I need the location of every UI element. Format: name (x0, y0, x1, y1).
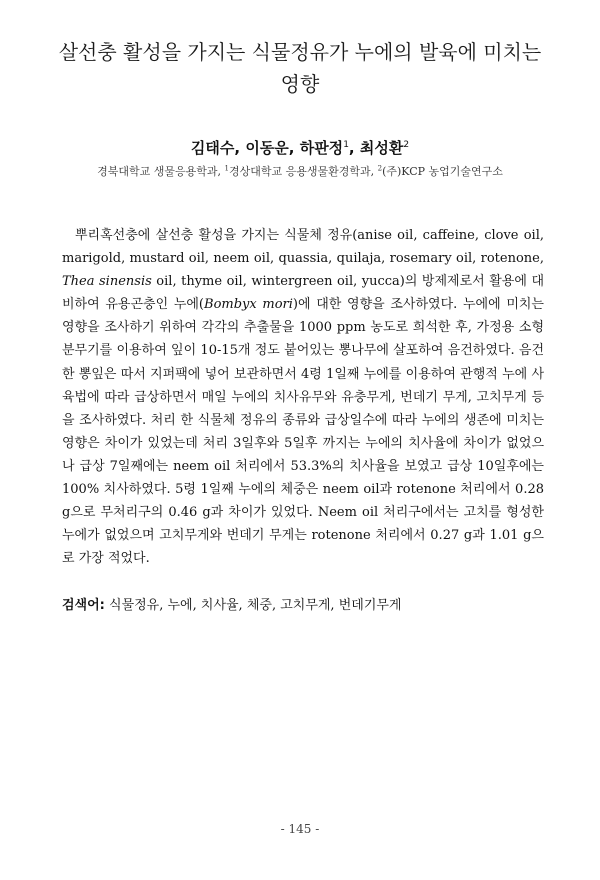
author-list (30, 137, 570, 158)
author-names-1: 김태수, 이동운, 하판정 (190, 139, 344, 157)
affiliation-2: 경상대학교 응용생물환경학과, (228, 165, 378, 178)
keywords-label: 검색어: (62, 598, 105, 613)
title-line-1: 살선충 활성을 가지는 식물정유가 누에의 발육에 미치는 (58, 40, 542, 64)
title-line-2: 영향 (280, 72, 320, 96)
scientific-name-bombyx: Bombyx mori (204, 297, 293, 313)
scientific-name-thea: Thea sinensis (62, 274, 152, 290)
affiliation-1: 경북대학교 생물응용학과, (97, 165, 225, 178)
paper-title (40, 36, 560, 100)
author-affiliation-mark-1: 1 (343, 140, 349, 150)
abstract-body (62, 224, 544, 570)
author-names-2: , 최성환 (348, 139, 404, 157)
page-number: - 145 - (280, 822, 320, 836)
affiliation-3: (주)KCP 농업기술연구소 (382, 165, 503, 178)
affiliation-mark-2: 2 (377, 164, 383, 173)
abstract-text-3: )에 대한 영향을 조사하였다. 누에에 미치는 영향을 조사하기 위하여 각각의 추출물을 1000 ppm 농도로 희석한 후, 가정용 소형 분무기를 이용하여 잎이 10-15개 정도 붙어있는 뽕나무에 살포하여 음건하였다. 음건한 뽕잎은 따서 지퍼팩에 넣어 보관하면서 4령 1일째 누에를 이용하여 관행적 누에 사육법에 따라 급상하면서 매일 누에의 치사유무와 유충무게, 번데기 무게, 고치무게 등을 조사하였다. 처리 한 식물체 정유의 종류와 급상일수에 따라 누에의 생존에 미치는 영향은 차이가 있었는데 처리 3일후와 5일후 까지는 누에의 치사율에 차이가 없었으나 급상 7일째에는 neem oil 처리에서 53.3%의 치사율을 보였고 급상 10일후에는 100% 치사하였다. 5령 1일째 누에의 체중은 neem oil과 rotenone 처리에서 0.28 g으로 무처리구의 0.46 g과 차이가 있었다. Neem oil 처리구에서는 고치를 형성한 누에가 없었으며 고치무게와 번데기 무게는 rotenone 처리에서 0.27 g과 1.01 g으로 가장 적었다. (62, 297, 544, 567)
author-affiliation-mark-2: 2 (403, 140, 410, 150)
keywords-list: 식물정유, 누에, 치사율, 체중, 고치무게, 번데기무게 (104, 598, 402, 613)
keywords (62, 594, 544, 613)
abstract-text-2: oil, thyme oil, wintergreen oil, yucca)의 방제제로서 활용에 대비하여 유용곤충인 누에( (62, 274, 544, 313)
abstract-text-1: 뿌리혹선충에 살선충 활성을 가지는 식물체 정유(anise oil, caffeine, clove oil, marigold, mustard oil, neem oil, quassia, quilaja, rosemary oil, rotenone, (62, 228, 544, 267)
affiliation-mark-1: 1 (224, 164, 229, 173)
affiliations (20, 163, 580, 179)
